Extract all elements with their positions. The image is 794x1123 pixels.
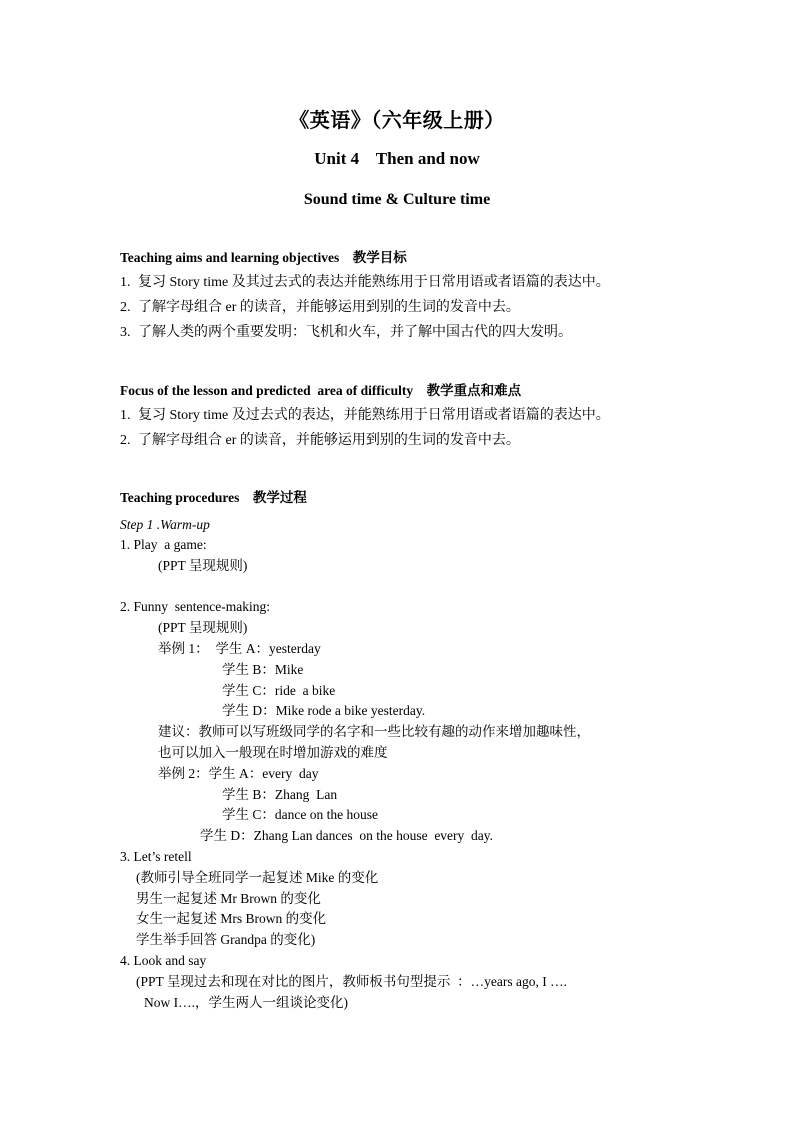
procedure-line: 也可以加入一般现在时增加游戏的难度	[158, 744, 388, 760]
list-text: 复习 Story time 及过去式的表达，并能熟练用于日常用语或者语篇的表达中。	[138, 408, 610, 423]
list-text: 复习 Story time 及其过去式的表达并能熟练用于日常用语或者语篇的表达中。	[138, 275, 610, 290]
list-text: 了解人类的两个重要发明：飞机和火车，并了解中国古代的四大发明。	[138, 325, 572, 340]
list-text: 了解字母组合 er 的读音，并能够运用到别的生词的发音中去。	[138, 433, 520, 448]
list-item	[120, 403, 740, 428]
list-item	[120, 320, 740, 345]
procedure-line: 3. Let’s retell	[120, 848, 192, 864]
procedure-line: 学生 D：Mike rode a bike yesterday.	[222, 703, 426, 719]
procedure-line: (PPT 呈现规则)	[158, 620, 248, 636]
lesson-subtitle: Sound time & Culture time	[303, 191, 491, 208]
list-item	[120, 270, 740, 295]
procedure-line: 学生 C：ride a bike	[222, 682, 336, 698]
list-item	[120, 428, 740, 453]
procedure-line: 学生举手回答 Grandpa 的变化)	[136, 932, 316, 948]
focus-section	[120, 379, 740, 453]
procedures-heading: Teaching procedures 教学过程	[120, 490, 307, 505]
document-title: 《英语》（六年级上册）	[289, 110, 505, 132]
blank-line	[120, 577, 740, 598]
list-number: 1.	[120, 275, 131, 290]
procedure-line: 女生一起复述 Mrs Brown 的变化	[136, 911, 327, 927]
list-number: 2.	[120, 433, 131, 448]
procedure-line: 学生 D：Zhang Lan dances on the house every day.	[200, 828, 494, 844]
procedure-line: 1. Play a game:	[120, 537, 207, 552]
procedure-line: 学生 B：Zhang Lan	[222, 786, 338, 802]
aims-heading: Teaching aims and learning objectives 教学目标	[120, 250, 407, 265]
procedures-section	[120, 486, 740, 1013]
procedure-lines	[120, 535, 740, 1013]
procedure-line: Now I….，学生两人一组谈论变化)	[144, 994, 348, 1010]
procedure-line: 2. Funny sentence-making:	[120, 599, 270, 615]
procedure-line: 举例 1： 学生 A：yesterday	[158, 640, 321, 656]
unit-title: Unit 4 Then and now	[314, 149, 480, 168]
procedure-line: (PPT 呈现过去和现在对比的图片，教师板书句型提示 ：…years ago, I ….	[136, 973, 567, 989]
list-number: 3.	[120, 325, 131, 340]
procedure-line: (PPT 呈现规则)	[158, 557, 248, 573]
aims-section	[120, 246, 740, 345]
procedure-line: 男生一起复述 Mr Brown 的变化	[136, 890, 321, 906]
list-number: 2.	[120, 300, 131, 315]
list-item	[120, 295, 740, 320]
procedure-line: (教师引导全班同学一起复述 Mike 的变化	[136, 869, 379, 885]
procedure-line: 学生 C：dance on the house	[222, 807, 378, 823]
procedure-line: 举例 2：学生 A：every day	[158, 765, 319, 781]
procedure-line: 4. Look and say	[120, 952, 207, 968]
focus-heading: Focus of the lesson and predicted area of difficulty 教学重点和难点	[120, 383, 522, 398]
step-title: Step 1 .Warm-up	[120, 517, 210, 532]
procedure-line: 学生 B：Mike	[222, 661, 304, 677]
list-text: 了解字母组合 er 的读音，并能够运用到别的生词的发音中去。	[138, 300, 520, 315]
list-number: 1.	[120, 408, 131, 423]
procedure-line: 建议：教师可以写班级同学的名字和一些比较有趣的动作来增加趣味性，	[158, 724, 590, 740]
